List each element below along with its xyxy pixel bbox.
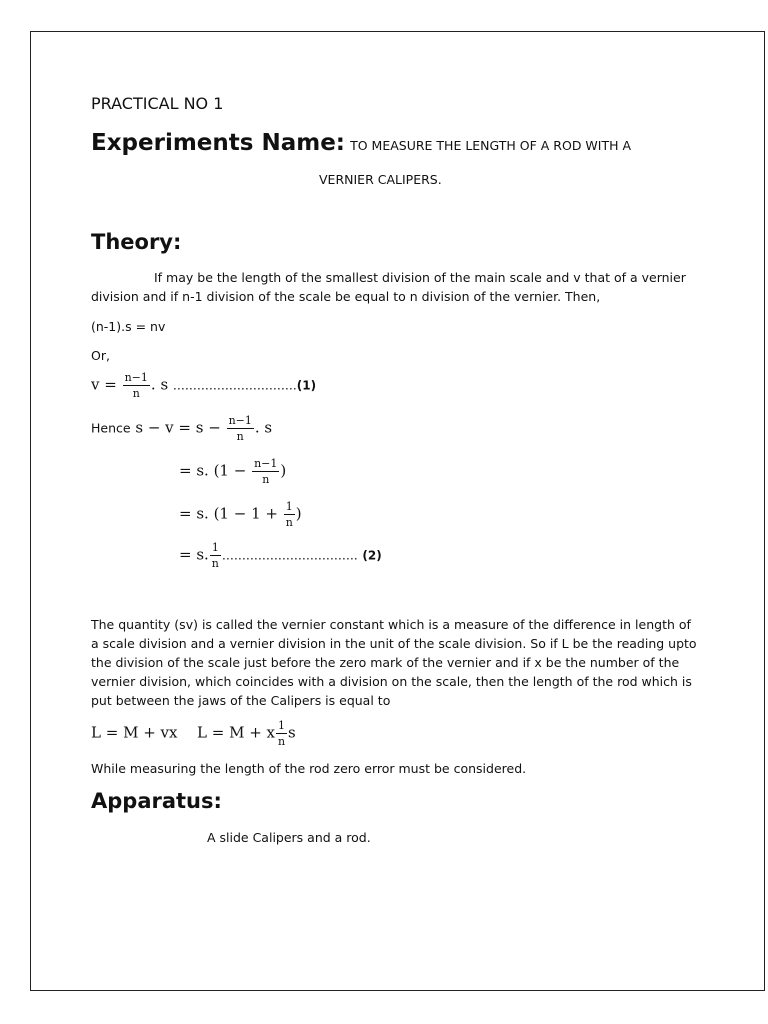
step-3 <box>179 501 302 528</box>
experiment-label: Experiments Name: <box>91 130 345 156</box>
theory-para1-line2: division and if n-1 division of the scale be equal to n division of the vernier. Then, <box>91 289 601 304</box>
hence-fraction <box>227 415 254 442</box>
formula-part2-lhs: L = M + x <box>197 723 276 742</box>
experiment-header <box>91 130 631 156</box>
hence-numerator: n−1 <box>228 414 252 427</box>
step-4 <box>179 542 382 569</box>
step-2 <box>179 458 286 485</box>
hence-denominator: n <box>236 430 244 443</box>
zero-error-note: While measuring the length of the rod zero error must be considered. <box>91 761 527 776</box>
eq1-dots: …………………………. <box>172 378 297 393</box>
apparatus-text: A slide Calipers and a rod. <box>207 830 371 845</box>
hence-lhs: s − v = s − <box>135 418 221 437</box>
para2-line1: The quantity (sv) is called the vernier constant which is a measure of the difference in length of <box>91 617 691 632</box>
eq1-rhs: . s <box>150 375 169 394</box>
hence-equation <box>91 415 272 442</box>
eq1-denominator: n <box>132 387 140 400</box>
step3-numerator: 1 <box>285 500 293 513</box>
experiment-name-line1: TO MEASURE THE LENGTH OF A ROD WITH A <box>350 138 632 153</box>
step4-denominator: n <box>211 557 219 570</box>
para2-line2: a scale division and a vernier division in the unit of the scale division. So if L be the reading upto <box>91 636 697 651</box>
equation-1 <box>91 372 316 399</box>
formula-part1: L = M + vx <box>91 723 178 742</box>
practical-number: PRACTICAL NO 1 <box>91 94 224 113</box>
step4-label: (2) <box>362 548 382 563</box>
step4-dots: ……………………………. <box>221 548 358 563</box>
step4-fraction <box>210 542 221 569</box>
equation-0: (n-1).s = nv <box>91 319 166 334</box>
apparatus-heading: Apparatus: <box>91 789 222 813</box>
theory-para1-line1: If may be the length of the smallest division of the main scale and v that of a vernier <box>154 270 686 285</box>
step2-denominator: n <box>262 473 270 486</box>
document-page <box>30 31 765 991</box>
step4-lhs: = s. <box>179 545 209 564</box>
formula-fraction <box>276 720 287 747</box>
eq1-fraction <box>123 372 150 399</box>
formula-denominator: n <box>277 735 286 748</box>
formula-numerator: 1 <box>278 719 286 732</box>
step2-lhs: = s. (1 − <box>179 461 247 480</box>
hence-rhs: . s <box>254 418 273 437</box>
theory-heading: Theory: <box>91 230 182 254</box>
step4-numerator: 1 <box>211 541 219 554</box>
step2-numerator: n−1 <box>254 457 278 470</box>
eq1-numerator: n−1 <box>124 371 148 384</box>
experiment-name-line2: VERNIER CALIPERS. <box>319 172 442 187</box>
step2-rhs: ) <box>280 461 287 480</box>
hence-word: Hence <box>91 420 131 436</box>
eq1-label: (1) <box>296 378 317 393</box>
step3-lhs: = s. (1 − 1 + <box>179 504 278 523</box>
eq1-lhs: v = <box>91 375 117 394</box>
length-formula <box>91 720 296 747</box>
or-text: Or, <box>91 348 110 363</box>
para2-line3: the division of the scale just before the zero mark of the vernier and if x be the number of the <box>91 655 680 670</box>
step2-fraction <box>252 458 279 485</box>
formula-part2-rhs: s <box>288 723 296 742</box>
step3-denominator: n <box>285 516 293 529</box>
step3-rhs: ) <box>295 504 302 523</box>
step3-fraction <box>284 501 295 528</box>
para2-line4: vernier division, which coincides with a division on the scale, then the length of the rod which is <box>91 674 692 689</box>
para2-line5: put between the jaws of the Calipers is equal to <box>91 693 391 708</box>
